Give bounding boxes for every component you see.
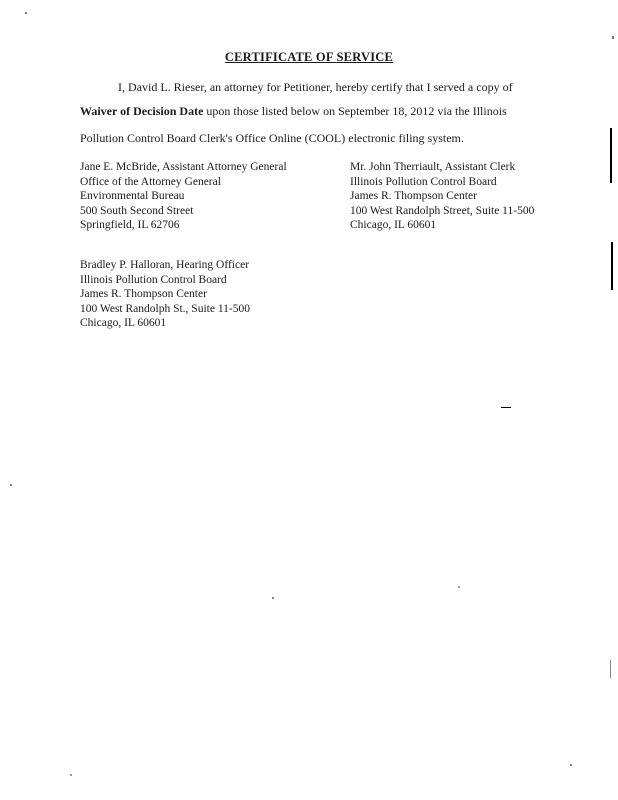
recipient-line: Office of the Attorney General	[80, 175, 221, 188]
recipient-line: Jane E. McBride, Assistant Attorney General	[80, 161, 287, 173]
scan-edge-mark	[610, 660, 611, 678]
certification-line-2-rest: upon those listed below on September 18, 2012 via the Illinois	[203, 104, 507, 118]
scan-speck	[25, 12, 27, 14]
certification-line-2	[80, 104, 507, 119]
scan-edge-mark	[610, 128, 612, 183]
certification-line-1: I, David L. Rieser, an attorney for Petitioner, hereby certify that I served a copy of	[118, 80, 513, 94]
recipient-line: Illinois Pollution Control Board	[350, 175, 497, 188]
scan-speck	[70, 774, 72, 776]
scan-edge-mark	[611, 242, 613, 290]
scan-speck	[570, 764, 572, 766]
recipient-block-hearing-officer	[80, 258, 250, 331]
recipient-line: 100 West Randolph St., Suite 11-500	[80, 302, 250, 315]
recipient-line: 100 West Randolph Street, Suite 11-500	[350, 204, 535, 217]
recipient-line: Chicago, IL 60601	[350, 219, 437, 231]
scan-dash-mark	[501, 407, 511, 408]
recipient-line: Springfield, IL 62706	[80, 219, 180, 231]
scan-speck	[458, 586, 460, 588]
recipient-line: Environmental Bureau	[80, 190, 185, 202]
scan-speck	[10, 484, 12, 486]
certification-line-3: Pollution Control Board Clerk's Office Online (COOL) electronic filing system.	[80, 131, 464, 145]
certificate-title: CERTIFICATE OF SERVICE	[224, 50, 394, 64]
scan-speck	[272, 597, 274, 599]
recipient-line: Illinois Pollution Control Board	[80, 273, 227, 286]
recipient-line: 500 South Second Street	[80, 204, 194, 217]
recipient-line: Chicago, IL 60601	[80, 317, 167, 329]
scan-speck	[612, 36, 614, 39]
recipient-block-clerk	[350, 160, 534, 233]
recipient-line: Mr. John Therriault, Assistant Clerk	[350, 161, 516, 173]
recipient-block-attorney-general	[80, 160, 287, 233]
document-name: Waiver of Decision Date	[80, 104, 204, 118]
recipient-line: James R. Thompson Center	[80, 288, 207, 300]
recipient-line: James R. Thompson Center	[350, 190, 477, 202]
recipient-line: Bradley P. Halloran, Hearing Officer	[80, 259, 250, 271]
